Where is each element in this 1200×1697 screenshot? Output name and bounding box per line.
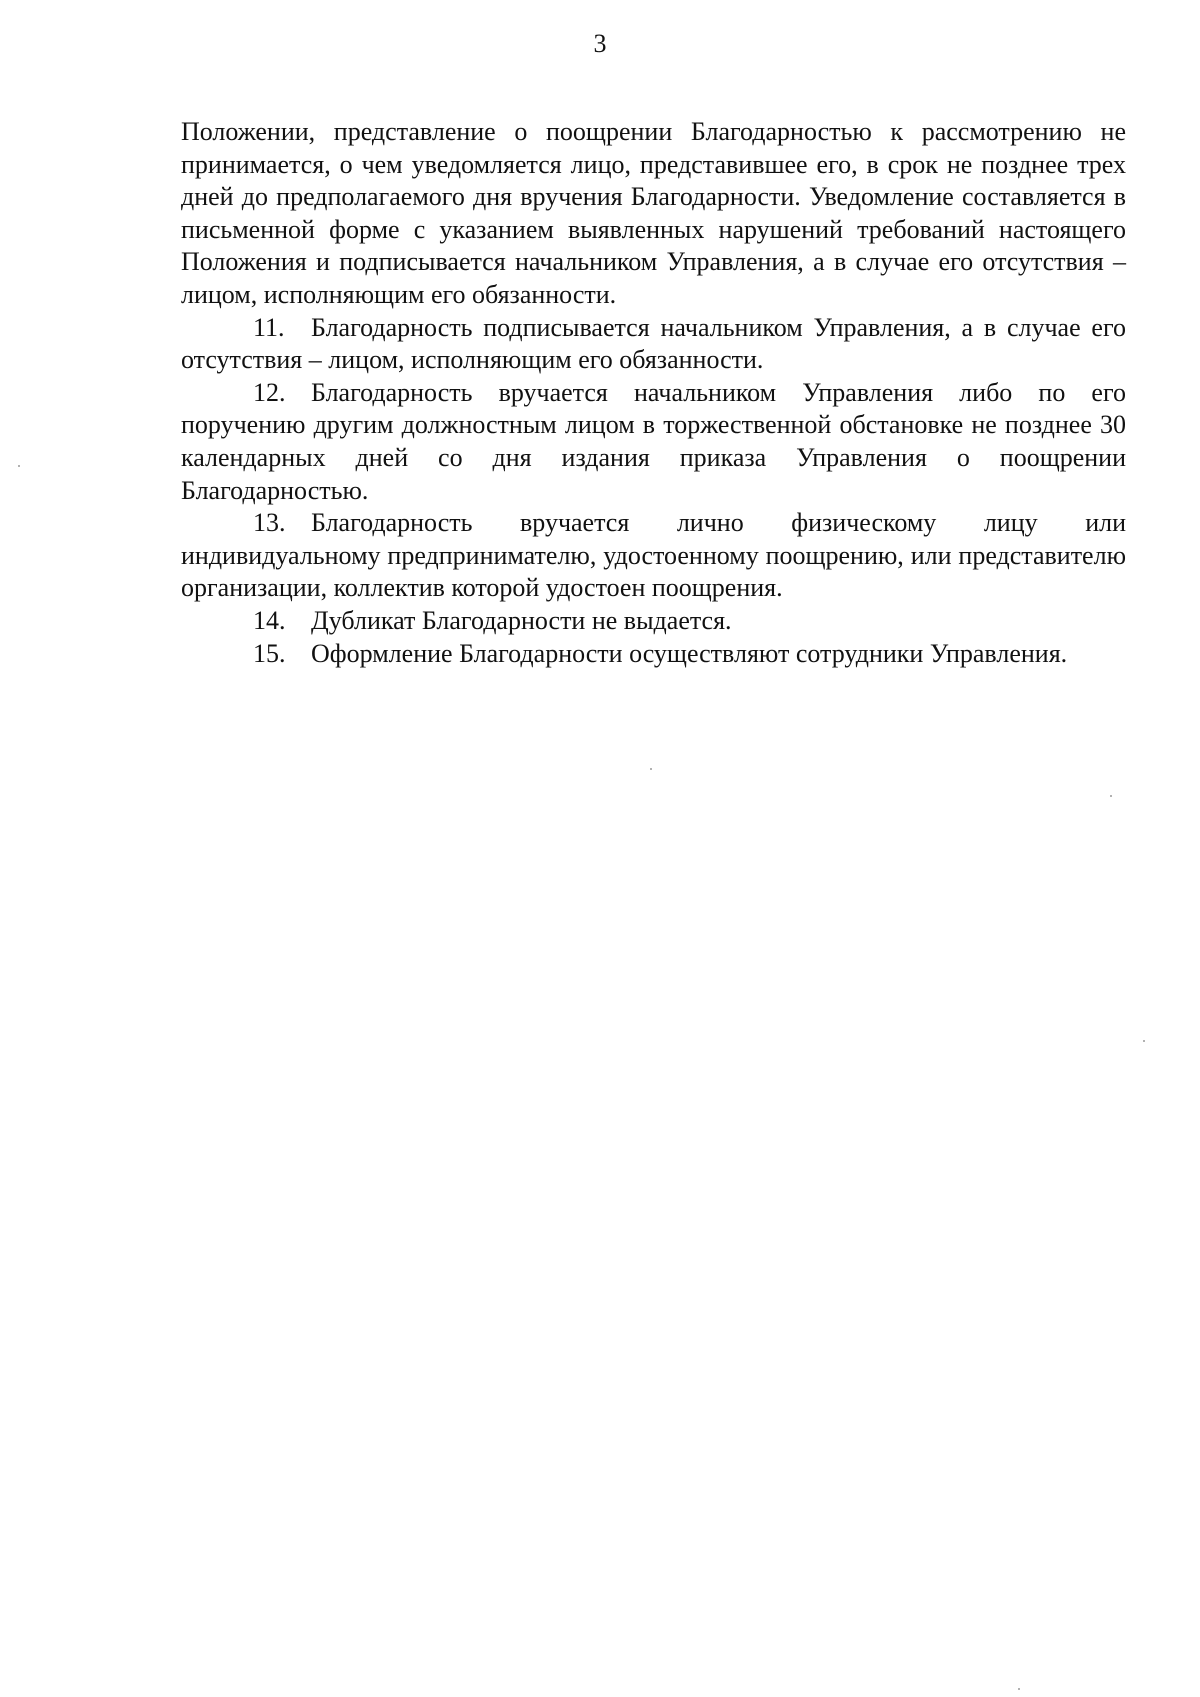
item-number: 13. [253,508,286,538]
item-15 [181,638,1126,671]
intro-paragraph: Положении, представление о поощрении Благодарностью к рассмотрению не принимается, о чем уведомляется лицо, представившее его, в срок не позднее трех дней до предполагаемого дня вручения Благодарности. Уведомление составляется в письменной форме с указанием выявленных нарушений требований настоящего Положения и подписывается начальником Управления, а в случае его отсутствия – лицом, исполняющим его обязанности. [181,117,1126,309]
item-number: 11. [253,312,285,342]
item-12 [181,377,1126,507]
item-number: 12. [253,377,286,407]
item-number: 15. [253,638,286,668]
scan-speck [650,768,652,770]
item-13 [181,507,1126,605]
item-11 [181,312,1126,377]
item-text: Благодарность подписывается начальником Управления, а в случае его отсутствия – лицом, исполняющим его обязанности. [181,312,1126,375]
item-text: Дубликат Благодарности не выдается. [311,605,732,635]
item-text: Благодарность вручается лично физическому лицу или индивидуальному предпринимателю, удостоенному поощрению, или представителю организации, коллектив которой удостоен поощрения. [181,508,1126,603]
item-number: 14. [253,605,286,635]
item-text: Благодарность вручается начальником Управления либо по его поручению другим должностным лицом в торжественной обстановке не позднее 30 календарных дней со дня издания приказа Управления о поощрении Благодарностью. [181,377,1126,505]
page-number: 3 [593,29,607,58]
item-14 [181,605,1126,638]
item-text: Оформление Благодарности осуществляют сотрудники Управления. [311,638,1068,668]
scan-speck [1143,1040,1145,1042]
scan-speck [1018,1688,1020,1690]
document-body [181,116,1126,670]
scan-speck [1110,795,1112,797]
scan-speck [18,465,20,467]
